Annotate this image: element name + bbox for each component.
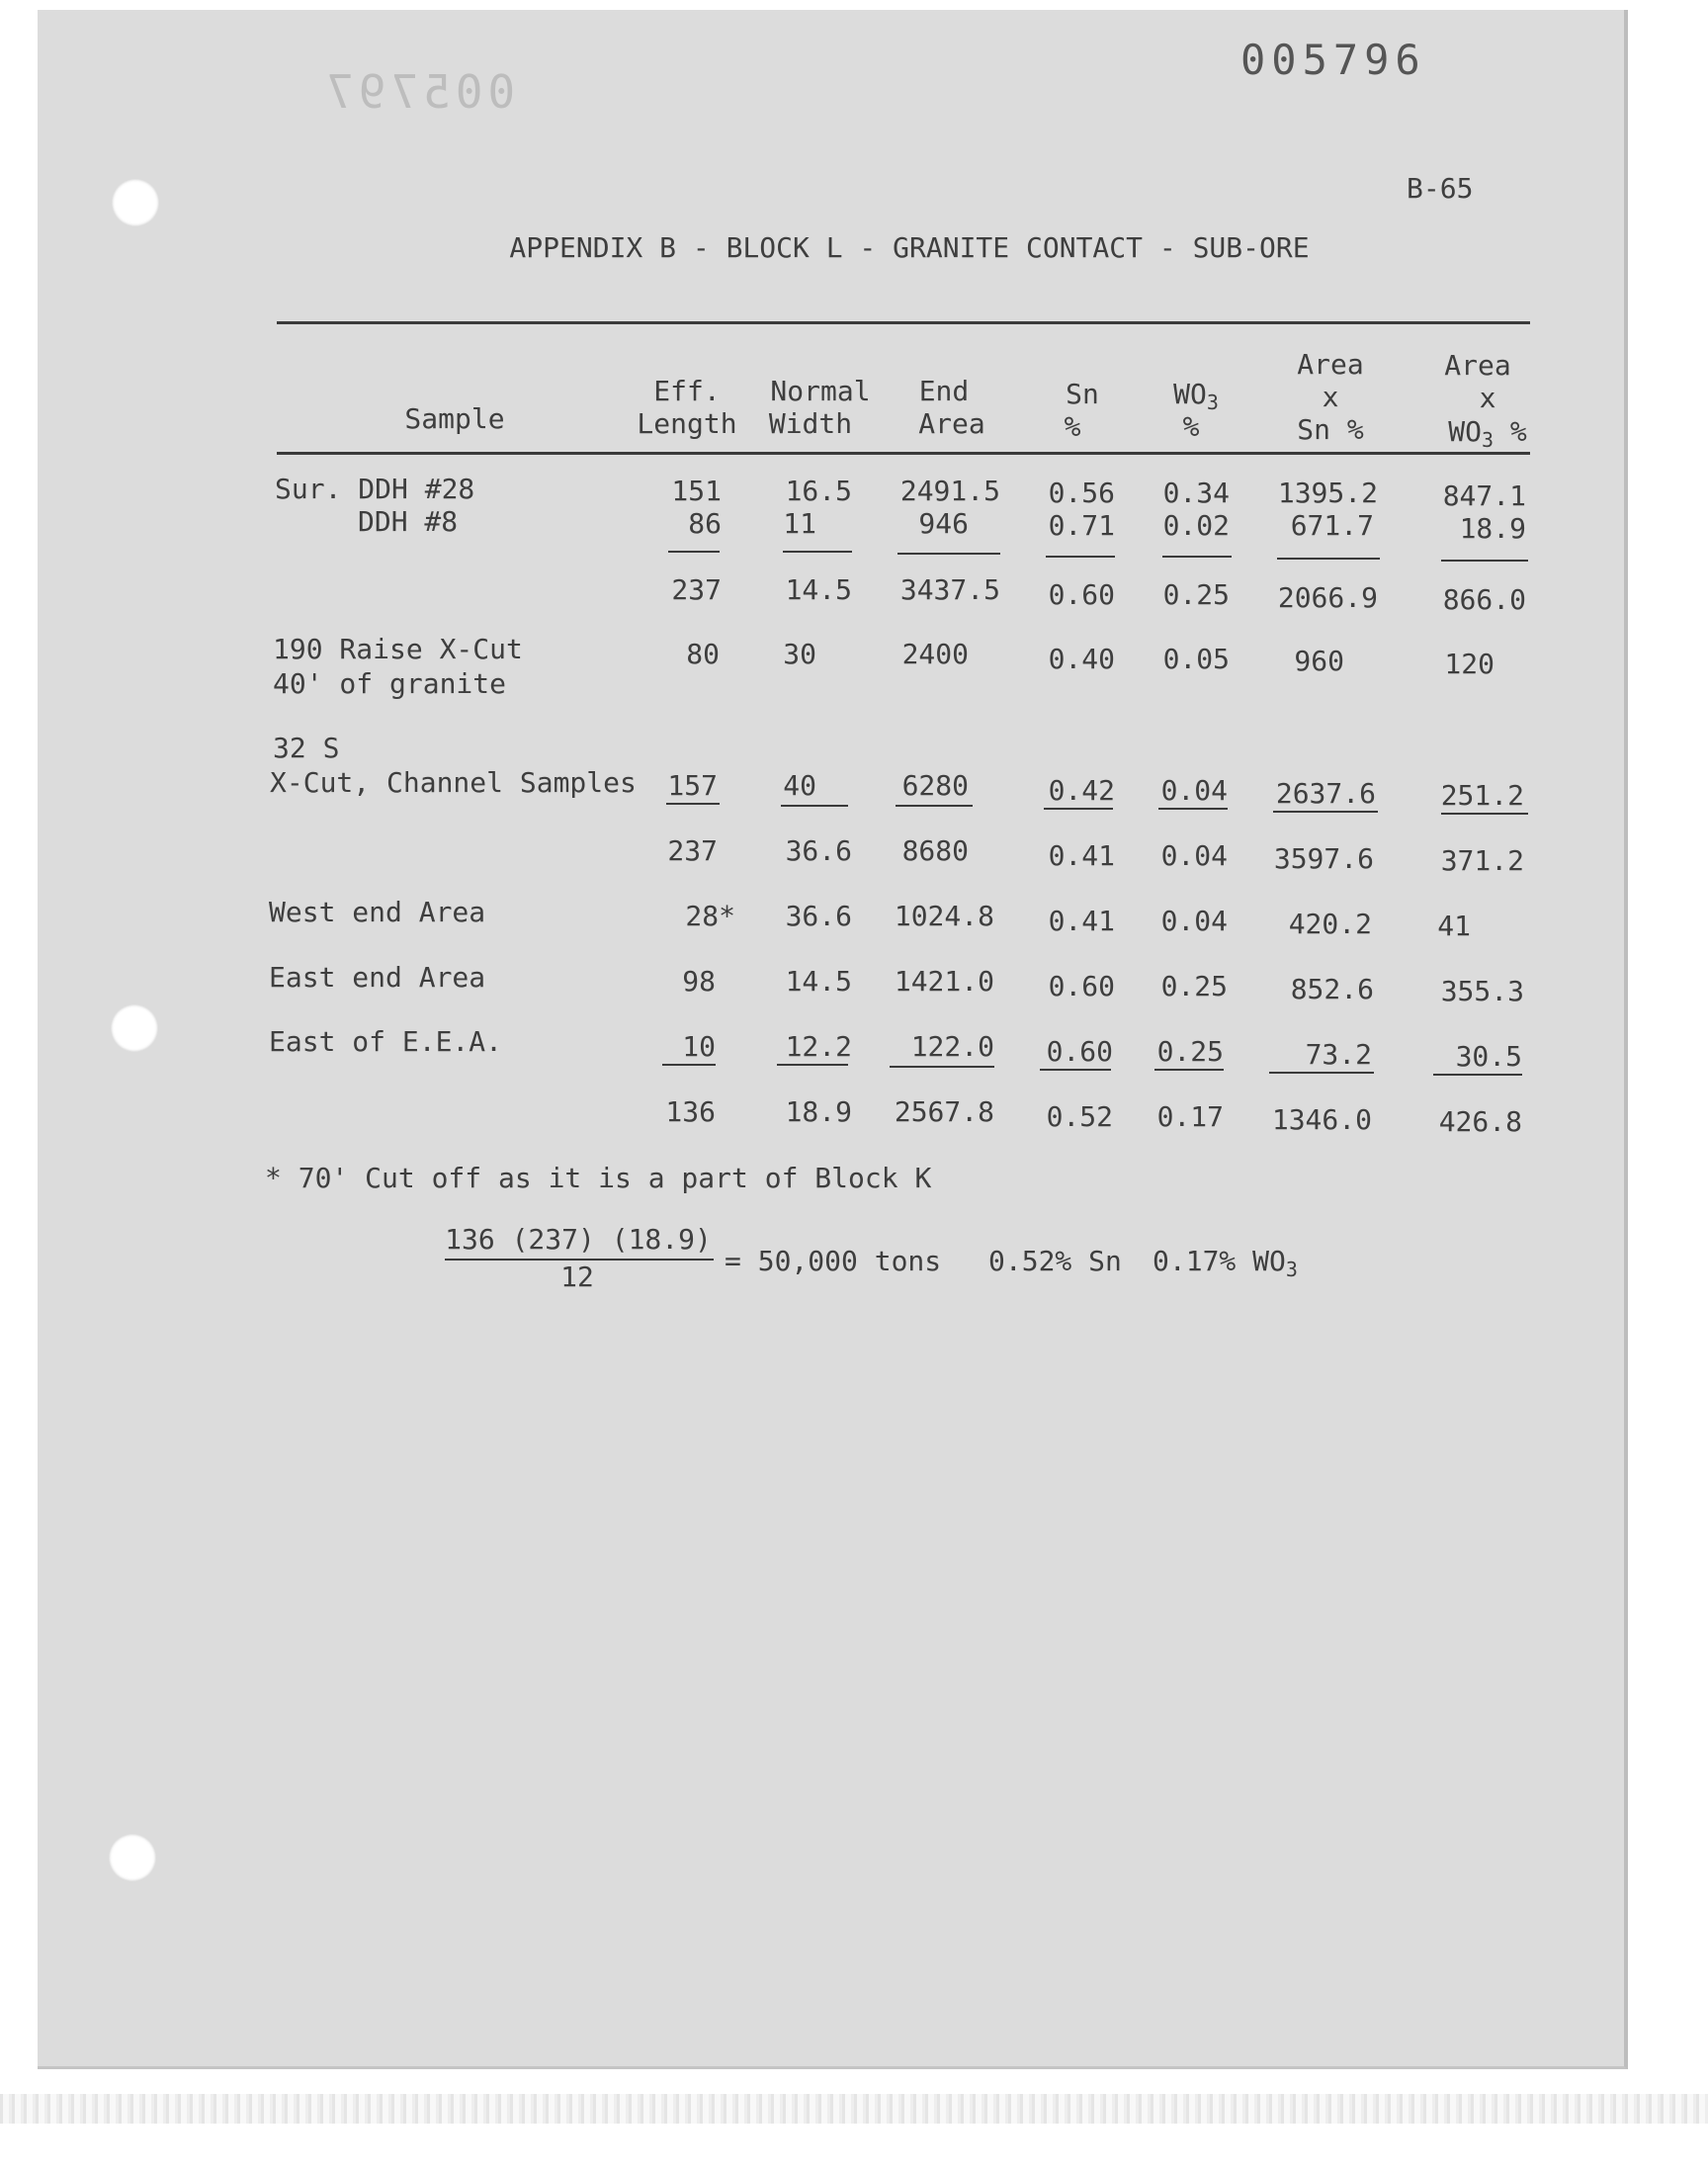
underline-rule bbox=[1441, 813, 1528, 815]
area-sn-cell: 2637.6 bbox=[1275, 777, 1376, 810]
formula-result: = 50,000 tons bbox=[725, 1245, 942, 1277]
normal-width-cell: 16.5 bbox=[785, 475, 852, 507]
normal-width-cell: 14.5 bbox=[785, 965, 852, 998]
wo3-percent-cell: 0.17 bbox=[1156, 1100, 1224, 1133]
eff-length-cell: 237 bbox=[671, 573, 722, 606]
wo3-percent-cell: 0.04 bbox=[1160, 905, 1228, 937]
sample-label: 32 S bbox=[273, 732, 340, 764]
wo3-percent-cell: 0.04 bbox=[1160, 774, 1228, 807]
bleed-through-number: 005797 bbox=[321, 65, 516, 119]
sn-percent-cell: 0.60 bbox=[1048, 970, 1115, 1002]
wo3-percent-cell: 0.05 bbox=[1162, 643, 1230, 675]
underline-rule bbox=[1046, 556, 1115, 558]
eff-length-cell: 237 bbox=[667, 834, 718, 867]
area-sn-cell: 420.2 bbox=[1288, 908, 1372, 940]
page-title: APPENDIX B - BLOCK L - GRANITE CONTACT - SUB-ORE bbox=[509, 231, 1310, 264]
normal-width-cell: 14.5 bbox=[785, 573, 852, 606]
sn-percent-cell: 0.56 bbox=[1048, 477, 1115, 509]
underline-rule bbox=[1158, 808, 1228, 810]
area-sn-cell: 73.2 bbox=[1305, 1038, 1372, 1071]
punch-hole-middle bbox=[111, 1004, 158, 1052]
area-wo3-cell: 30.5 bbox=[1455, 1040, 1522, 1073]
sample-label: DDH #8 bbox=[358, 505, 459, 538]
header-area-wo3-line2: x bbox=[1479, 382, 1496, 414]
formula-denominator: 12 bbox=[560, 1261, 594, 1293]
header-wo3-line1: $WO_3$ bbox=[1173, 378, 1219, 414]
sample-label: West end Area bbox=[269, 896, 486, 928]
underline-rule bbox=[777, 1064, 848, 1066]
area-sn-cell: 960 bbox=[1294, 645, 1344, 677]
header-area-wo3-line1: Area bbox=[1444, 349, 1511, 382]
formula-wo3-grade: 0.17% $WO_3$ bbox=[1153, 1245, 1298, 1281]
header-sn-line1: Sn bbox=[1066, 378, 1099, 410]
header-area-wo3-line3: $WO_3$ % bbox=[1448, 415, 1527, 452]
eff-length-cell: 10 bbox=[682, 1030, 716, 1063]
area-sn-cell: 2066.9 bbox=[1277, 581, 1378, 614]
wo3-percent-cell: 0.04 bbox=[1160, 839, 1228, 872]
normal-width-cell: 36.6 bbox=[785, 834, 852, 867]
underline-rule bbox=[897, 553, 1000, 555]
end-area-cell: 8680 bbox=[901, 834, 969, 867]
end-area-cell: 122.0 bbox=[910, 1030, 994, 1063]
underline-rule bbox=[1269, 1072, 1374, 1074]
eff-length-cell: 80 bbox=[686, 638, 720, 670]
end-area-cell: 2567.8 bbox=[894, 1095, 994, 1128]
area-sn-cell: 1395.2 bbox=[1277, 477, 1378, 509]
normal-width-cell: 18.9 bbox=[785, 1095, 852, 1128]
eff-length-cell: 136 bbox=[665, 1095, 716, 1128]
document-number-stamp: 005796 bbox=[1240, 36, 1426, 84]
normal-width-cell: 40 bbox=[783, 769, 816, 802]
end-area-cell: 6280 bbox=[901, 769, 969, 802]
underline-rule bbox=[896, 805, 973, 807]
area-sn-cell: 671.7 bbox=[1290, 509, 1374, 542]
normal-width-cell: 11 bbox=[783, 507, 816, 540]
end-area-cell: 1421.0 bbox=[894, 965, 994, 998]
end-area-cell: 1024.8 bbox=[894, 900, 994, 932]
header-area-sn-line3: Sn % bbox=[1297, 413, 1364, 446]
area-wo3-cell: 426.8 bbox=[1438, 1105, 1522, 1138]
area-wo3-cell: 371.2 bbox=[1440, 844, 1524, 877]
header-area-sn-line1: Area bbox=[1297, 348, 1364, 381]
page-label: B-65 bbox=[1407, 172, 1474, 205]
sample-label: Sur. DDH #28 bbox=[275, 473, 475, 505]
footnote: * 70' Cut off as it is a part of Block K bbox=[265, 1162, 932, 1194]
area-wo3-cell: 866.0 bbox=[1442, 583, 1526, 616]
area-sn-cell: 852.6 bbox=[1290, 973, 1374, 1005]
area-wo3-cell: 847.1 bbox=[1442, 479, 1526, 512]
end-area-cell: 2400 bbox=[901, 638, 969, 670]
underline-rule bbox=[1040, 1069, 1111, 1071]
underline-rule bbox=[662, 1064, 716, 1066]
header-rule bbox=[277, 452, 1530, 455]
header-width-line2: Width bbox=[768, 407, 853, 440]
underline-rule bbox=[1162, 556, 1232, 558]
header-end-line1: End bbox=[918, 375, 970, 407]
underline-rule bbox=[890, 1066, 994, 1068]
formula-numerator: 136 (237) (18.9) bbox=[445, 1223, 712, 1256]
end-area-cell: 2491.5 bbox=[899, 475, 1000, 507]
sample-label: X-Cut, Channel Samples bbox=[270, 766, 637, 799]
area-wo3-cell: 18.9 bbox=[1459, 512, 1526, 545]
area-wo3-cell: 355.3 bbox=[1440, 975, 1524, 1007]
sample-label: 190 Raise X-Cut bbox=[273, 633, 523, 665]
sample-label: 40' of granite bbox=[273, 667, 507, 700]
sample-label: East of E.E.A. bbox=[269, 1025, 503, 1058]
underline-rule bbox=[1433, 1074, 1522, 1076]
underline-rule bbox=[1273, 811, 1378, 813]
area-wo3-cell: 120 bbox=[1444, 648, 1494, 680]
wo3-percent-cell: 0.02 bbox=[1162, 509, 1230, 542]
header-width-line1: Normal bbox=[770, 375, 871, 407]
normal-width-cell: 36.6 bbox=[785, 900, 852, 932]
wo3-percent-cell: 0.34 bbox=[1162, 477, 1230, 509]
header-sn-line2: % bbox=[1064, 410, 1081, 443]
header-eff-line2: Length bbox=[637, 407, 737, 440]
eff-length-cell: 98 bbox=[682, 965, 716, 998]
normal-width-cell: 30 bbox=[783, 638, 816, 670]
header-wo3-line2: % bbox=[1182, 410, 1200, 443]
eff-length-cell: 151 bbox=[671, 475, 722, 507]
underline-rule bbox=[668, 551, 720, 553]
area-wo3-cell: 251.2 bbox=[1440, 779, 1524, 812]
header-area-sn-line2: x bbox=[1322, 381, 1339, 413]
end-area-cell: 946 bbox=[918, 507, 969, 540]
sample-label: East end Area bbox=[269, 961, 486, 994]
eff-length-cell: 86 bbox=[688, 507, 722, 540]
header-eff-line1: Eff. bbox=[653, 375, 721, 407]
sn-percent-cell: 0.60 bbox=[1048, 578, 1115, 611]
underline-rule bbox=[1441, 560, 1528, 562]
sn-percent-cell: 0.41 bbox=[1048, 905, 1115, 937]
wo3-percent-cell: 0.25 bbox=[1162, 578, 1230, 611]
header-end-line2: Area bbox=[918, 407, 985, 440]
underline-rule bbox=[783, 551, 852, 553]
wo3-percent-cell: 0.25 bbox=[1160, 970, 1228, 1002]
sn-percent-cell: 0.40 bbox=[1048, 643, 1115, 675]
area-wo3-cell: 41 bbox=[1437, 910, 1471, 942]
wo3-percent-cell: 0.25 bbox=[1156, 1035, 1224, 1068]
sn-percent-cell: 0.42 bbox=[1048, 774, 1115, 807]
eff-length-cell: 28* bbox=[685, 900, 735, 932]
eff-length-cell: 157 bbox=[667, 769, 718, 802]
area-sn-cell: 1346.0 bbox=[1271, 1103, 1372, 1136]
end-area-cell: 3437.5 bbox=[899, 573, 1000, 606]
underline-rule bbox=[781, 805, 848, 807]
header-sample: Sample bbox=[404, 402, 505, 435]
underline-rule bbox=[1277, 558, 1380, 560]
punch-hole-bottom bbox=[109, 1834, 156, 1881]
area-sn-cell: 3597.6 bbox=[1273, 842, 1374, 875]
sn-percent-cell: 0.71 bbox=[1048, 509, 1115, 542]
punch-hole-top bbox=[112, 179, 159, 226]
top-rule bbox=[277, 321, 1530, 324]
scanner-artifact-strip bbox=[0, 2094, 1708, 2124]
sn-percent-cell: 0.41 bbox=[1048, 839, 1115, 872]
normal-width-cell: 12.2 bbox=[785, 1030, 852, 1063]
underline-rule bbox=[666, 803, 720, 805]
underline-rule bbox=[1044, 808, 1113, 810]
underline-rule bbox=[1154, 1069, 1224, 1071]
formula-sn-grade: 0.52% Sn bbox=[988, 1245, 1122, 1277]
sn-percent-cell: 0.60 bbox=[1046, 1035, 1113, 1068]
sn-percent-cell: 0.52 bbox=[1046, 1100, 1113, 1133]
